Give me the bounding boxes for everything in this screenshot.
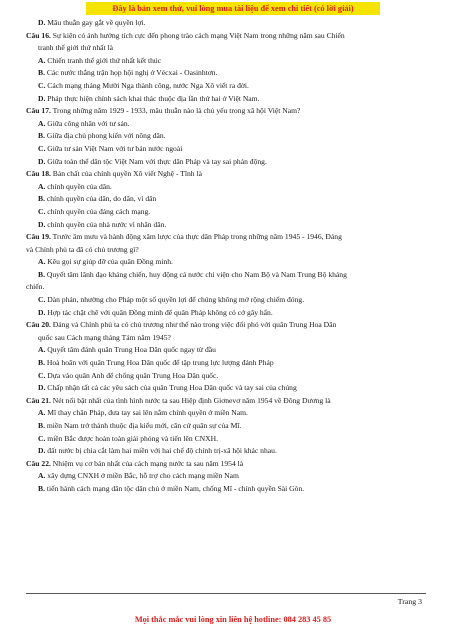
answer-option [26,370,426,383]
option-text: Chiến tranh thế giới thứ nhất kết thúc [45,55,162,65]
option-text: Giữa tư sản Việt Nam với tư bản nước ngoài [45,143,183,153]
option-text: tiến hành cách mạng dân tộc dân chủ ở miền Nam, chống Mĩ - chính quyền Sài Gòn. [44,483,305,493]
answer-option [26,156,426,169]
option-letter: D. [38,307,46,317]
option-letter: C. [38,143,46,153]
question-number: Câu 20. [26,320,51,330]
option-letter: B. [38,483,45,493]
page-number: Trang 3 [397,597,422,606]
question-line [26,458,426,471]
answer-option [26,219,426,232]
answer-option [26,269,426,282]
question-continuation: quốc sau Cách mạng tháng Tám năm 1945? [38,332,171,342]
text-continuation: và Chính phủ ta đã có chủ trương gì? [26,244,139,254]
answer-option [26,181,426,194]
option-text: chính quyền của dân. [45,181,112,191]
text-continuation: chiến. [26,282,45,292]
question-number: Câu 18. [26,169,51,179]
preview-banner: Đây là bản xem thử, vui lòng mua tài liệu để xem chi tiết (có lời giải) [86,2,380,15]
answer-option [26,433,426,446]
answer-option [26,118,426,131]
option-letter: C. [38,295,46,305]
option-text: Mâu thuẫn gay gắt về quyền lợi. [45,18,146,27]
question-line [26,395,426,408]
option-letter: A. [38,181,46,191]
answer-option [26,93,426,106]
option-letter: B. [38,194,45,204]
question-number: Câu 17. [26,106,51,116]
option-letter: A. [38,471,46,481]
answer-option [26,344,426,357]
answer-option [26,206,426,219]
question-text: Đảng và Chính phủ ta có chủ trương như thế nào trong việc đối phó với quân Trung Hoa Dân [50,320,337,330]
option-text: Kêu gọi sự giúp đỡ của quân Đồng minh. [45,257,173,267]
question-line [26,105,426,118]
option-letter: B. [38,358,45,368]
option-text: Pháp thực hiện chính sách khai thác thuộc địa lần thứ hai ở Việt Nam. [45,93,260,103]
option-letter: D. [38,383,46,393]
option-text: chính quyền của dân, do dân, vì dân [44,194,157,204]
answer-option [26,407,426,420]
question-text: Nhiệm vụ cơ bản nhất của cách mạng nước ta sau năm 1954 là [50,458,244,468]
answer-option [26,307,426,320]
answer-option [26,67,426,80]
option-letter: A. [38,408,46,418]
answer-option [26,445,426,458]
hotline-footer: Mọi thắc mắc vui lòng xin liên hệ hotline: 084 283 45 85 [134,615,332,624]
answer-option [26,470,426,483]
option-letter: C. [38,370,46,380]
answer-option [26,55,426,68]
question-line [26,30,426,43]
option-letter: A. [38,55,46,65]
question-continuation: tranh thế giới thứ nhất là [38,43,113,53]
option-letter: C. [38,433,46,443]
answer-option [26,193,426,206]
answer-option [26,143,426,156]
answer-option [26,382,426,395]
option-text: Các nước thắng trận họp hội nghị ở Vécxai - Oasinhtơn. [44,68,218,78]
answer-option [26,483,426,496]
answer-option [26,17,426,30]
option-letter: D. [38,18,46,27]
option-text: Giữa địa chủ phong kiến với nông dân. [44,131,166,141]
option-letter: B. [38,68,45,78]
option-letter: D. [38,446,46,456]
option-letter: B. [38,131,45,141]
option-text: Quyết tâm đánh quân Trung Hoa Dân quốc ngay từ đầu [45,345,216,355]
option-letter: C. [38,206,46,216]
answer-option [26,294,426,307]
option-text: Cách mạng tháng Mười Nga thành công, nước Nga Xô viết ra đời. [45,80,249,90]
option-letter: D. [38,219,46,229]
question-text: Trước âm mưu và hành động xâm lược của thực dân Pháp trong những năm 1945 - 1946, Đảng [50,232,342,242]
answer-option [26,420,426,433]
option-text: đất nước bị chia cắt làm hai miền với hai chế độ chính trị-xã hội khác nhau. [45,446,277,456]
question-text: Trong những năm 1929 - 1933, mâu thuẫn nào là chủ yếu trong xã hội Việt Nam? [50,106,301,116]
question-line [26,231,426,244]
option-letter: D. [38,93,46,103]
option-letter: A. [38,118,46,128]
option-text: miền Nam trở thành thuộc địa kiểu mới, căn cứ quân sự của Mĩ. [44,421,242,430]
option-text: Chấp nhận tất cả các yêu sách của quân Trung Hoa Dân quốc và tay sai của chúng [45,383,297,393]
option-letter: C. [38,80,46,90]
question-number: Câu 21. [26,395,51,405]
option-letter: B. [38,269,45,279]
option-letter: A. [38,345,46,355]
option-text: chính quyền của đảng cách mạng. [45,206,151,216]
question-number: Câu 19. [26,232,51,242]
option-letter: D. [38,156,46,166]
option-text: Mĩ thay chân Pháp, đưa tay sai lên nắm chính quyền ở miền Nam. [45,408,248,418]
option-text: chính quyền của nhà nước vì nhân dân. [45,219,167,229]
question-text: Bản chất của chính quyền Xô viết Nghệ - Tĩnh là [50,169,202,179]
question-text: Sự kiện có ảnh hưởng tích cực đến phong trào cách mạng Việt Nam trong những năm sau Chiến [50,30,345,40]
question-line [26,319,426,332]
option-text: Giữa toàn thể dân tộc Việt Nam với thực dân Pháp và tay sai phản động. [45,156,267,166]
answer-option [26,256,426,269]
option-letter: B. [38,421,45,430]
option-text: Hợp tác chặt chẽ với quân Đồng minh để quân Pháp không có cớ gây hấn. [45,307,273,317]
question-number: Câu 16. [26,30,51,40]
option-letter: A. [38,257,46,267]
document-body [26,17,426,496]
option-text: xây dựng CNXH ở miền Bắc, hỗ trợ cho cách mạng miền Nam [45,471,239,481]
option-text: Hoà hoãn với quân Trung Hoa Dân quốc để tập trung lực lượng đánh Pháp [44,358,274,368]
question-text: Nét nổi bật nhất của tình hình nước ta sau Hiệp định Giơnevơ năm 1954 về Đông Dương là [50,395,331,405]
option-text: Quyết tâm lãnh đạo kháng chiến, huy động cả nước chi viện cho Nam Bộ và Nam Trung Bộ kháng [44,269,347,279]
option-text: Dàn phán, nhường cho Pháp một số quyền lợi để chúng không mở rộng chiếm đóng. [45,295,305,305]
answer-option [26,130,426,143]
question-number: Câu 22. [26,458,51,468]
answer-option [26,357,426,370]
answer-option [26,80,426,93]
option-text: miền Bắc được hoàn toàn giải phóng và tiến lên CNXH. [45,433,219,443]
footer-divider [26,593,426,594]
option-text: Giữa công nhân với tư sản. [45,118,130,128]
question-line [26,168,426,181]
option-text: Dựa vào quân Anh để chống quân Trung Hoa Dân quốc. [45,370,219,380]
